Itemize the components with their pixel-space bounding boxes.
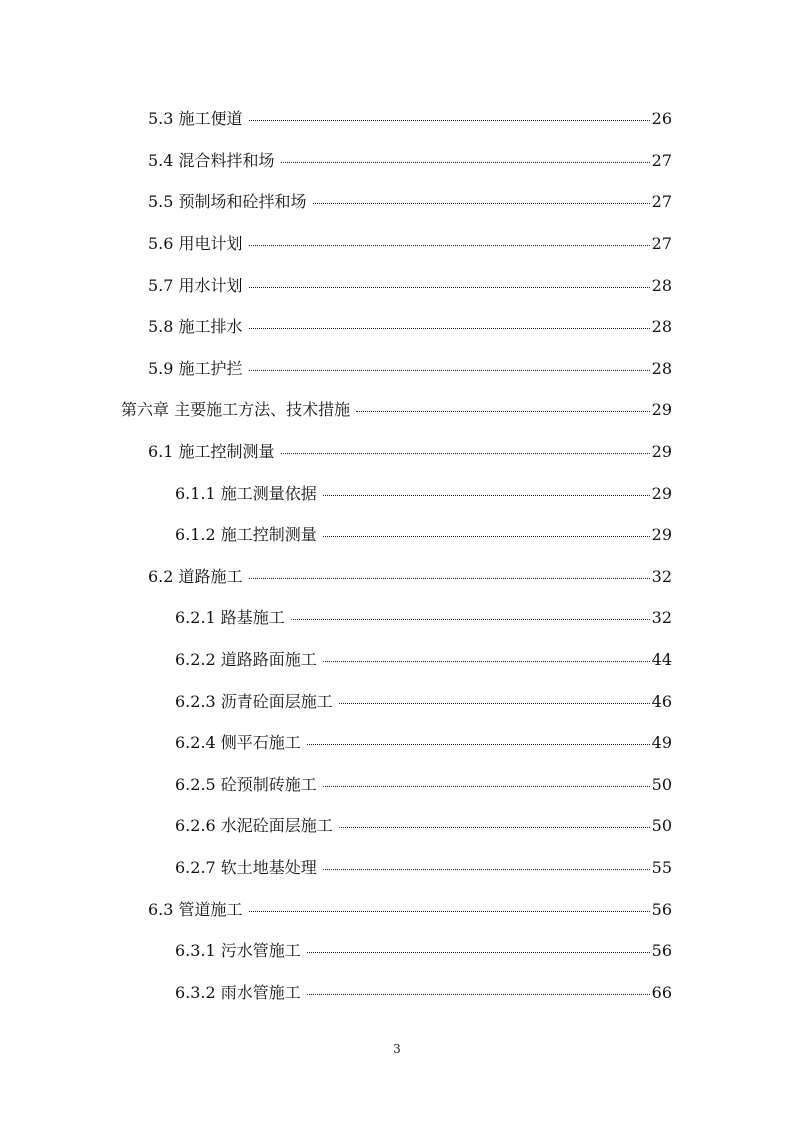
toc-entry[interactable] (0, 970, 794, 1012)
toc-entry[interactable] (0, 263, 794, 305)
toc-entry-line (175, 730, 672, 753)
toc-entry-page: 28 (651, 358, 672, 378)
toc-entry-title: 5.8 施工排水 (148, 317, 243, 337)
toc-entry-title: 6.2.1 路基施工 (175, 608, 285, 628)
toc-entry-line (148, 148, 672, 171)
toc-entry-title: 6.3.2 雨水管施工 (175, 982, 301, 1002)
table-of-contents (0, 97, 794, 1012)
toc-entry[interactable] (0, 555, 794, 597)
toc-entry[interactable] (0, 97, 794, 139)
toc-entry[interactable] (0, 929, 794, 971)
toc-entry-page: 29 (651, 400, 672, 420)
toc-entry-line (148, 189, 672, 212)
toc-entry-line (175, 522, 672, 545)
toc-entry-page: 46 (651, 691, 672, 711)
toc-entry-title: 6.3 管道施工 (148, 899, 243, 919)
toc-entry-line (175, 772, 672, 795)
toc-entry-page: 27 (651, 234, 672, 254)
toc-dot-leader (323, 869, 650, 870)
toc-entry[interactable] (0, 513, 794, 555)
toc-entry-page: 66 (651, 982, 672, 1002)
toc-entry-page: 50 (651, 774, 672, 794)
toc-dot-leader (323, 786, 650, 787)
toc-dot-leader (281, 162, 650, 163)
toc-entry-title: 6.2.2 道路路面施工 (175, 650, 317, 670)
toc-dot-leader (339, 703, 650, 704)
toc-entry[interactable] (0, 388, 794, 430)
toc-entry-line (175, 647, 672, 670)
toc-entry-page: 26 (651, 109, 672, 129)
toc-entry-line (148, 273, 672, 296)
toc-entry-title: 5.6 用电计划 (148, 234, 243, 254)
toc-entry-title: 6.2.6 水泥砼面层施工 (175, 816, 333, 836)
toc-entry-page: 28 (651, 275, 672, 295)
toc-entry-line (175, 813, 672, 836)
toc-entry[interactable] (0, 679, 794, 721)
toc-entry-page: 50 (651, 816, 672, 836)
toc-entry-line (175, 980, 672, 1003)
toc-dot-leader (307, 952, 650, 953)
toc-entry-page: 28 (651, 317, 672, 337)
toc-dot-leader (249, 287, 650, 288)
toc-entry-page: 27 (651, 192, 672, 212)
toc-entry-title: 5.7 用水计划 (148, 275, 243, 295)
toc-dot-leader (356, 411, 650, 412)
toc-entry-title: 第六章 主要施工方法、技术措施 (121, 400, 351, 420)
toc-entry[interactable] (0, 430, 794, 472)
toc-entry-page: 44 (651, 650, 672, 670)
toc-entry-title: 6.2.7 软土地基处理 (175, 857, 317, 877)
toc-entry[interactable] (0, 222, 794, 264)
toc-entry-title: 6.2 道路施工 (148, 566, 243, 586)
toc-entry[interactable] (0, 846, 794, 888)
toc-dot-leader (307, 994, 650, 995)
toc-entry-line (175, 605, 672, 628)
toc-entry-title: 6.2.4 侧平石施工 (175, 733, 301, 753)
toc-entry-line (148, 106, 672, 129)
toc-entry[interactable] (0, 471, 794, 513)
toc-entry-title: 5.9 施工护拦 (148, 358, 243, 378)
toc-entry-title: 6.1 施工控制测量 (148, 442, 275, 462)
toc-dot-leader (249, 328, 650, 329)
toc-entry-page: 32 (651, 608, 672, 628)
toc-entry-line (148, 231, 672, 254)
toc-entry-line (175, 938, 672, 961)
toc-entry-page: 49 (651, 733, 672, 753)
toc-entry-title: 6.1.2 施工控制测量 (175, 525, 317, 545)
toc-entry[interactable] (0, 638, 794, 680)
toc-dot-leader (323, 536, 650, 537)
toc-entry-page: 56 (651, 941, 672, 961)
toc-entry[interactable] (0, 347, 794, 389)
toc-entry[interactable] (0, 596, 794, 638)
toc-entry-page: 32 (651, 566, 672, 586)
toc-entry-page: 55 (651, 857, 672, 877)
toc-dot-leader (249, 578, 650, 579)
toc-entry-line (148, 564, 672, 587)
toc-dot-leader (307, 744, 650, 745)
toc-dot-leader (249, 911, 650, 912)
toc-dot-leader (281, 453, 650, 454)
toc-entry-line (175, 855, 672, 878)
toc-entry-page: 27 (651, 150, 672, 170)
toc-entry-title: 6.1.1 施工测量依据 (175, 483, 317, 503)
toc-entry[interactable] (0, 139, 794, 181)
toc-dot-leader (291, 619, 650, 620)
toc-entry-title: 5.5 预制场和砼拌和场 (148, 192, 307, 212)
toc-entry-line (175, 689, 672, 712)
toc-dot-leader (249, 370, 650, 371)
toc-entry-title: 5.4 混合料拌和场 (148, 150, 275, 170)
toc-entry[interactable] (0, 180, 794, 222)
toc-entry-title: 5.3 施工便道 (148, 109, 243, 129)
toc-dot-leader (249, 245, 650, 246)
toc-dot-leader (323, 661, 650, 662)
toc-entry[interactable] (0, 721, 794, 763)
toc-entry-title: 6.3.1 污水管施工 (175, 941, 301, 961)
toc-entry[interactable] (0, 887, 794, 929)
toc-entry-page: 29 (651, 442, 672, 462)
toc-entry-line (148, 897, 672, 920)
toc-entry[interactable] (0, 804, 794, 846)
page-number: 3 (393, 1042, 401, 1056)
toc-dot-leader (323, 495, 650, 496)
toc-entry-title: 6.2.5 砼预制砖施工 (175, 774, 317, 794)
toc-entry-line (175, 481, 672, 504)
toc-entry-title: 6.2.3 沥青砼面层施工 (175, 691, 333, 711)
toc-entry-line (148, 356, 672, 379)
toc-entry-line (148, 314, 672, 337)
toc-dot-leader (249, 120, 650, 121)
toc-entry-page: 29 (651, 483, 672, 503)
toc-entry[interactable] (0, 763, 794, 805)
toc-entry-line (148, 439, 672, 462)
toc-entry[interactable] (0, 305, 794, 347)
toc-entry-page: 29 (651, 525, 672, 545)
toc-entry-line (121, 397, 672, 420)
toc-dot-leader (339, 827, 650, 828)
toc-entry-page: 56 (651, 899, 672, 919)
toc-dot-leader (313, 203, 650, 204)
